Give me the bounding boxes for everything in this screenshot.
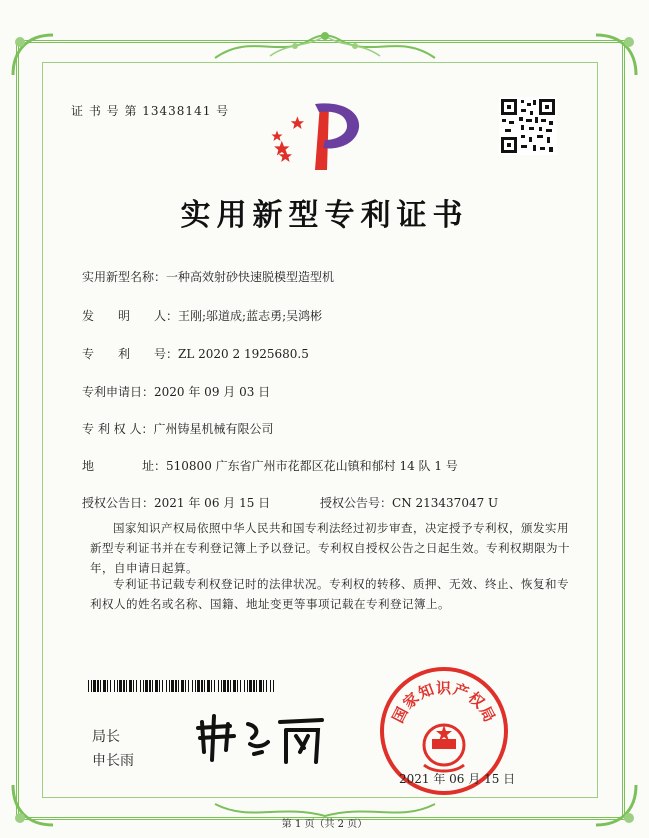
filing-date-row [82, 383, 270, 400]
grant-date-label: 授权公告日： [82, 496, 155, 510]
cnipa-logo-icon [265, 96, 375, 176]
corner-ornament-top-left [8, 30, 58, 80]
svg-text:国家知识产权局: 国家知识产权局 [388, 679, 500, 726]
inventor-label: 发 明 人： [82, 309, 179, 323]
director-name: 申长雨 [92, 753, 134, 769]
top-ornament [210, 28, 440, 64]
utility-model-name-row [82, 268, 334, 285]
filing-date-label: 专利申请日： [82, 385, 155, 399]
certificate-title: 实用新型专利证书 [180, 198, 469, 233]
grant-number-label: 授权公告号： [320, 496, 393, 510]
patent-holder-value: 广州铸星机械有限公司 [153, 422, 274, 436]
patent-holder-label: 专 利 权 人： [82, 422, 154, 436]
inventor-value: 王刚;邬道成;蓝志勇;吴鸿彬 [178, 309, 323, 323]
certificate-number: 证 书 号 第 13438141 号 [71, 104, 230, 118]
inventor-row [82, 307, 322, 324]
address-row [82, 457, 458, 474]
seal-date: 2021 年 06 月 15 日 [399, 772, 516, 786]
director-signature [190, 708, 330, 768]
utility-model-name-value: 一种高效射砂快速脱模型造型机 [166, 270, 335, 284]
filing-date-value: 2020 年 09 月 03 日 [154, 385, 271, 399]
legal-paragraph-2: 专利证书记载专利权登记时的法律状况。专利权的转移、质押、无效、终止、恢复和专利权人的姓名或名称、国籍、地址变更等事项记载在专利登记簿上。 [90, 577, 569, 611]
grant-number-row [320, 494, 498, 511]
grant-date-row [82, 494, 270, 511]
grant-number-value: CN 213437047 U [392, 496, 499, 510]
utility-model-name-label: 实用新型名称： [82, 270, 167, 284]
address-label: 地 址： [82, 459, 167, 473]
director-title: 局长 [92, 729, 120, 745]
address-value: 510800 广东省广州市花都区花山镇和郁村 14 队 1 号 [166, 459, 458, 473]
corner-ornament-top-right [591, 30, 641, 80]
barcode-icon [88, 680, 274, 692]
patent-number-row [82, 345, 309, 362]
legal-paragraph-1: 国家知识产权局依照中华人民共和国专利法经过初步审查，决定授予专利权，颁发实用新型专利证书并在专利登记簿上予以登记。专利权自授权公告之日起生效。专利权期限为十年，自申请日起算。 [90, 521, 570, 575]
qr-code-icon [499, 97, 557, 155]
page-number: 第 1 页（共 2 页） [281, 819, 368, 830]
patent-number-value: ZL 2020 2 1925680.5 [178, 347, 309, 361]
patent-number-label: 专 利 号： [82, 347, 179, 361]
patent-holder-row [82, 420, 273, 437]
grant-date-value: 2021 年 06 月 15 日 [154, 496, 271, 510]
